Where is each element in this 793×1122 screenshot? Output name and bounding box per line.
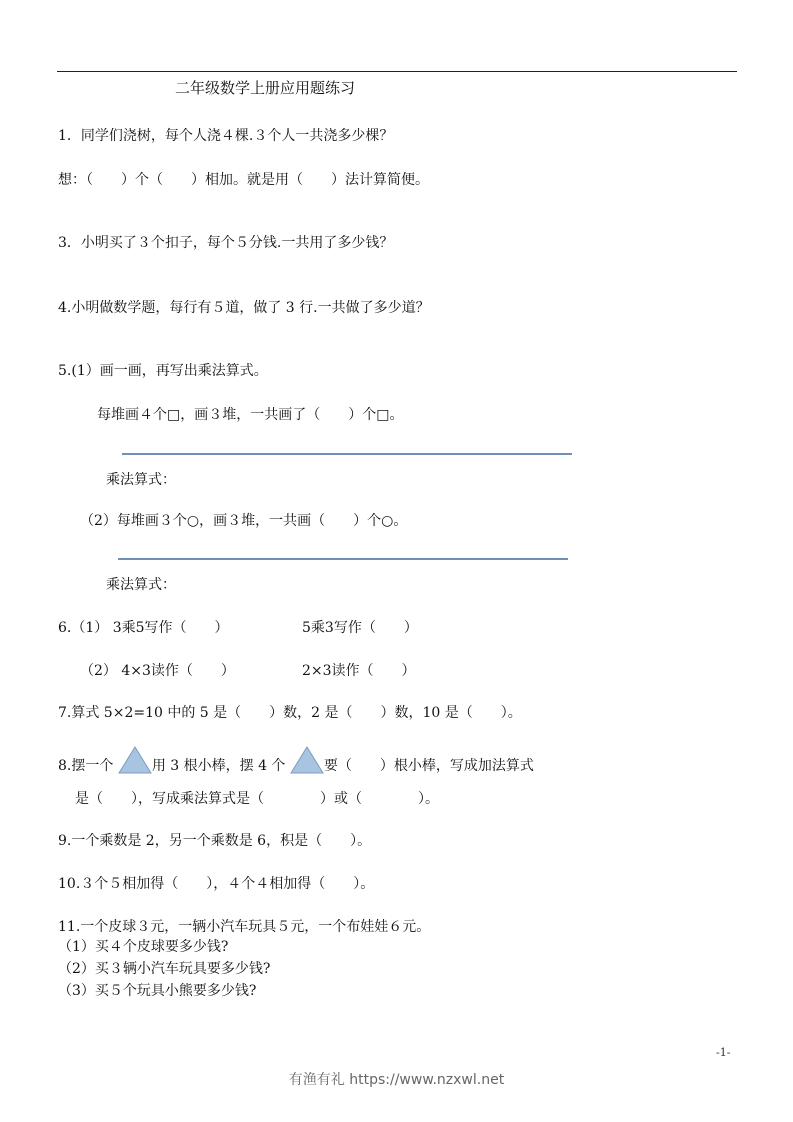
question-6-part-1a: 6.（1） 3乘5写作（ ） (58, 620, 229, 636)
question-5-part-1: 每堆画４个□，画３堆，一共画了（ ）个□。 (97, 407, 404, 423)
header-rule (57, 71, 737, 72)
page-title: 二年级数学上册应用题练习 (175, 79, 356, 97)
footer-watermark: 有渔有礼 https://www.nzxwl.net (288, 1072, 505, 1088)
formula-label-1: 乘法算式： (106, 472, 176, 488)
question-10: 10.３个５相加得（ ），４个４相加得（ ）。 (58, 876, 375, 892)
question-11-part-2: （2）买３辆小汽车玩具要多少钱? (58, 961, 271, 977)
question-6-part-2a: （2） 4×3读作（ ） (80, 663, 235, 679)
question-11-part-3: （3）买５个玩具小熊要多少钱? (58, 983, 257, 999)
question-5-part-2: （2）每堆画３个○，画３堆，一共画（ ）个○。 (80, 513, 408, 529)
question-8-text-c: 要（ ）根小棒，写成加法算式 (323, 758, 534, 774)
question-6-part-2b: 2×3读作（ ） (302, 663, 416, 679)
question-3: 3．小明买了３个扣子，每个５分钱.一共用了多少钱？ (58, 235, 394, 251)
question-5-heading: 5.(1）画一画，再写出乘法算式。 (58, 363, 268, 379)
question-4: 4.小明做数学题，每行有５道，做了 3 行.一共做了多少道？ (58, 300, 430, 316)
question-8-line-1 (58, 746, 534, 775)
question-1: 1．同学们浇树，每个人浇４棵.３个人一共浇多少棵？ (58, 128, 394, 144)
question-11-part-1: （1）买４个皮球要多少钱? (58, 939, 229, 955)
question-8-line-2: 是（ ），写成乘法算式是（ ）或（ ）。 (75, 791, 439, 807)
question-7: 7.算式 5×2=10 中的 5 是（ ）数，2 是（ ）数，10 是（ ）。 (58, 705, 522, 721)
page-number: -1- (716, 1046, 731, 1059)
question-6-part-1b: 5乘3写作（ ） (302, 620, 418, 636)
question-8-text-b: 用 3 根小棒，摆 4 个 (151, 758, 286, 774)
question-1-hint: 想：（ ）个（ ）相加。就是用（ ）法计算简便。 (58, 172, 429, 188)
triangle-icon (290, 746, 324, 774)
question-9: 9.一个乘数是 2，另一个乘数是 6，积是（ ）。 (58, 833, 372, 849)
question-11: 11.一个皮球３元，一辆小汽车玩具５元，一个布娃娃６元。 (58, 919, 431, 935)
question-8-text-a: 8.摆一个 (58, 758, 114, 774)
formula-label-2: 乘法算式： (106, 577, 176, 593)
drawing-line-1 (122, 453, 572, 455)
drawing-line-2 (118, 558, 568, 560)
triangle-icon (118, 746, 152, 774)
